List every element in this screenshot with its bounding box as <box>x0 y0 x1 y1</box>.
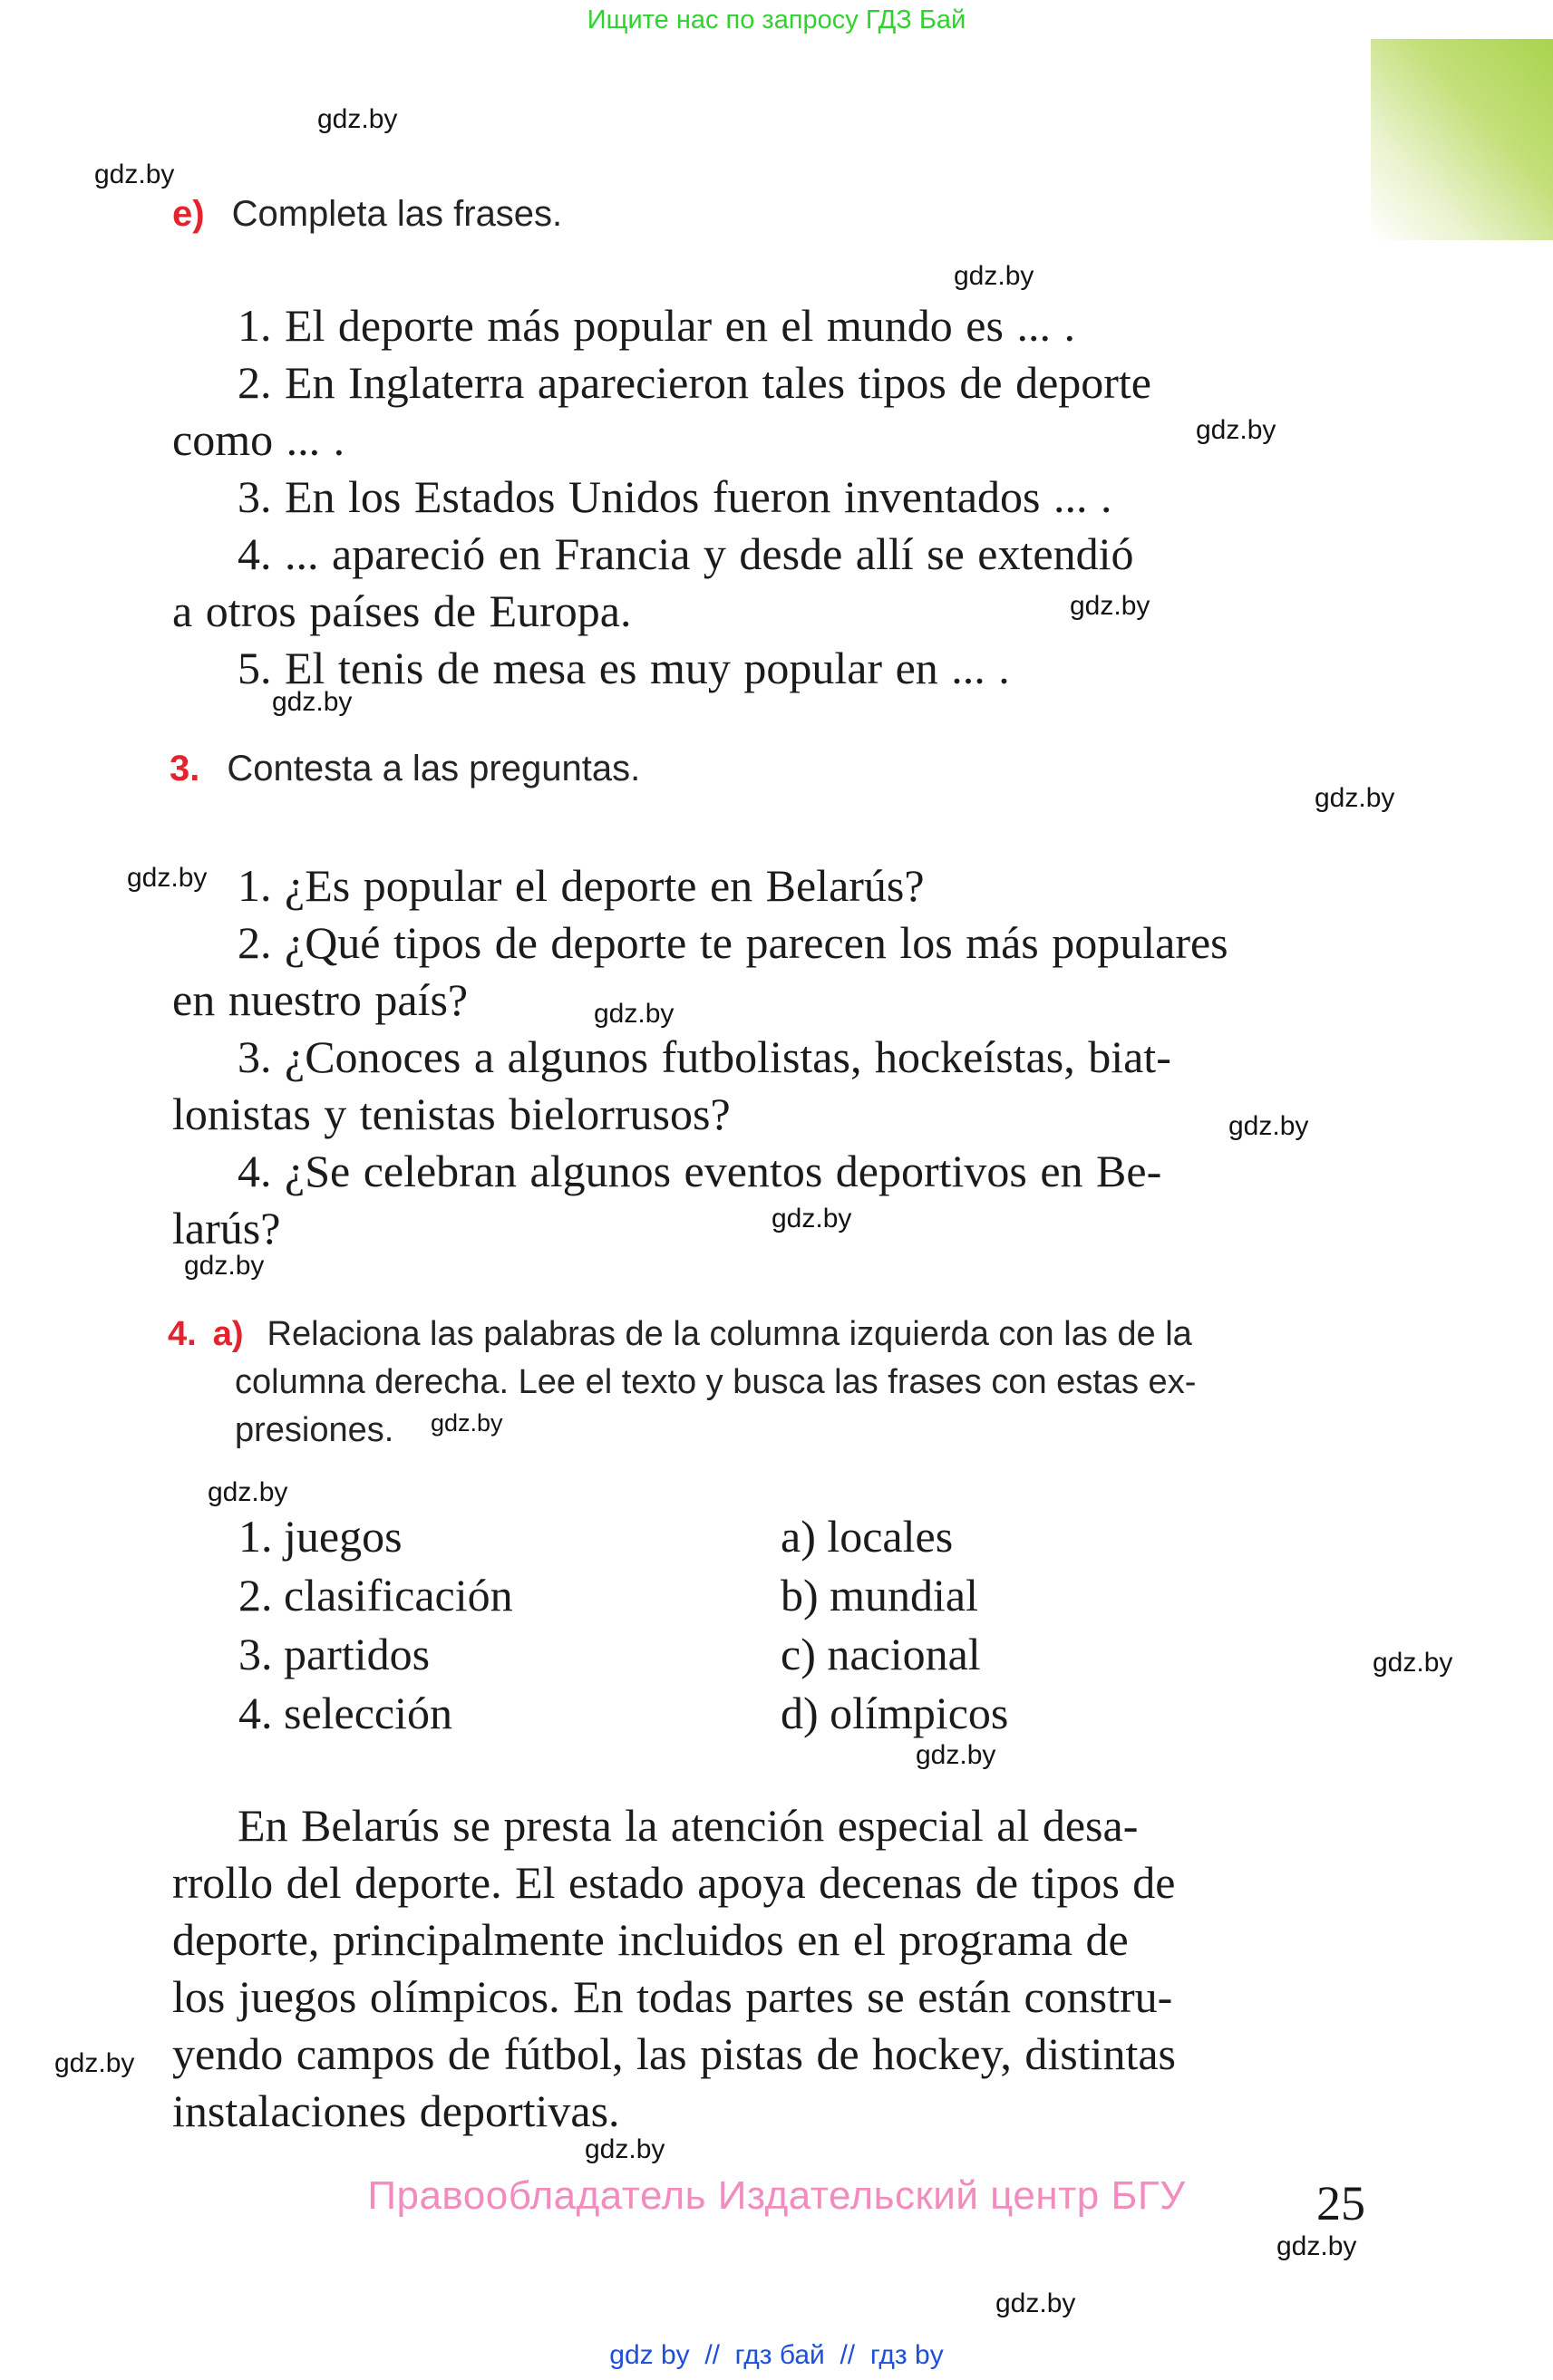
green-gradient-box <box>1371 39 1553 240</box>
match-left-item: 4. selección <box>238 1688 453 1738</box>
match-list <box>238 1507 1008 1743</box>
exercise-3-title: Contesta a las preguntas. <box>227 749 641 788</box>
watermark-2: gdz.by <box>94 160 175 189</box>
paragraph-line: los juegos olímpicos. En todas partes se están constru- <box>172 1971 1173 2022</box>
match-left-item: 3. partidos <box>238 1629 431 1679</box>
paragraph-line: En Belarús se presta la atención especial al desa- <box>238 1800 1139 1851</box>
watermark-14: gdz.by <box>208 1477 288 1507</box>
watermark-1: gdz.by <box>317 104 398 134</box>
match-row <box>238 1625 1008 1684</box>
exercise-line: 2. ¿Qué tipos de deporte te parecen los más populares <box>238 917 1228 968</box>
exercise-3-heading <box>170 747 640 790</box>
exercise-4-number: 4. <box>168 1315 197 1353</box>
watermark-10: gdz.by <box>1228 1111 1309 1141</box>
watermark-3: gdz.by <box>954 261 1034 291</box>
instruction-line: Relaciona las palabras de la columna izquierda con las de la <box>267 1315 1192 1353</box>
exercise-line: 1. El deporte más popular en el mundo es ... . <box>238 300 1075 351</box>
match-right-item: b) mundial <box>781 1570 979 1621</box>
watermark-18: gdz.by <box>585 2134 665 2164</box>
exercise-4-instruction <box>168 1311 1196 1455</box>
match-left-item: 1. juegos <box>238 1511 403 1562</box>
watermark-9: gdz.by <box>594 999 675 1029</box>
exercise-line: a otros países de Europa. <box>172 585 632 636</box>
match-right-item: c) nacional <box>781 1629 981 1679</box>
paragraph-line: yendo campos de fútbol, las pistas de hockey, distintas <box>172 2028 1176 2079</box>
match-right-item: d) olímpicos <box>781 1688 1009 1738</box>
exercise-line: lonistas y tenistas bielorrusos? <box>172 1088 731 1139</box>
exercise-e-heading <box>172 192 562 236</box>
exercise-line: 2. En Inglaterra aparecieron tales tipos de deporte <box>238 357 1151 408</box>
watermark-12: gdz.by <box>184 1251 265 1281</box>
match-row <box>238 1566 1008 1625</box>
exercise-line: 5. El tenis de mesa es muy popular en ... . <box>238 643 1010 693</box>
paragraph-line: rrollo del deporte. El estado apoya decenas de tipos de <box>172 1857 1176 1908</box>
exercise-line: 1. ¿Es popular el deporte en Belarús? <box>238 860 925 911</box>
watermark-13: gdz.by <box>431 1409 503 1437</box>
paragraph-line: instalaciones deportivas. <box>172 2085 620 2136</box>
page-number: 25 <box>1316 2176 1365 2230</box>
watermark-8: gdz.by <box>127 863 208 893</box>
match-row <box>238 1684 1008 1743</box>
watermark-16: gdz.by <box>916 1740 996 1770</box>
exercise-line: 3. En los Estados Unidos fueron inventados ... . <box>238 471 1112 522</box>
watermark-4: gdz.by <box>1196 415 1276 445</box>
instruction-line: columna derecha. Lee el texto y busca las frases con estas ex- <box>235 1363 1197 1401</box>
exercise-line: 4. ... apareció en Francia y desde allí se extendió <box>238 528 1134 579</box>
match-right-item: a) locales <box>781 1511 954 1562</box>
exercise-3-number: 3. <box>170 749 200 788</box>
exercise-e-title: Completa las frases. <box>231 194 563 234</box>
watermark-6: gdz.by <box>272 687 353 717</box>
exercise-line: como ... . <box>172 414 345 465</box>
exercise-e-lines <box>172 297 1151 697</box>
exercise-line: larús? <box>172 1203 281 1253</box>
exercise-line: en nuestro país? <box>172 974 469 1025</box>
exercise-line: 4. ¿Se celebran algunos eventos deportivos en Be- <box>238 1146 1162 1196</box>
copyright-notice: Правообладатель Издательский центр БГУ <box>367 2173 1186 2218</box>
watermark-19: gdz.by <box>1276 2231 1357 2261</box>
watermark-17: gdz.by <box>54 2048 135 2078</box>
exercise-4a-label: a) <box>212 1315 244 1353</box>
exercise-line: 3. ¿Conoces a algunos futbolistas, hockeístas, biat- <box>238 1031 1171 1082</box>
watermark-5: gdz.by <box>1070 591 1150 621</box>
instruction-line: presiones. <box>235 1411 394 1449</box>
reading-paragraph <box>172 1797 1176 2140</box>
watermark-15: gdz.by <box>1373 1648 1453 1678</box>
footer-links[interactable]: gdz by // гдз бай // гдз by <box>609 2340 944 2370</box>
exercise-3-lines <box>172 857 1228 1257</box>
watermark-11: gdz.by <box>772 1204 852 1234</box>
watermark-7: gdz.by <box>1315 783 1395 813</box>
paragraph-line: deporte, principalmente incluidos en el programa de <box>172 1914 1129 1965</box>
watermark-20: gdz.by <box>995 2288 1076 2318</box>
match-row <box>238 1507 1008 1566</box>
top-banner-text: Ищите нас по запросу ГДЗ Бай <box>587 5 966 34</box>
match-left-item: 2. clasificación <box>238 1570 513 1621</box>
exercise-e-label: e) <box>172 194 205 234</box>
